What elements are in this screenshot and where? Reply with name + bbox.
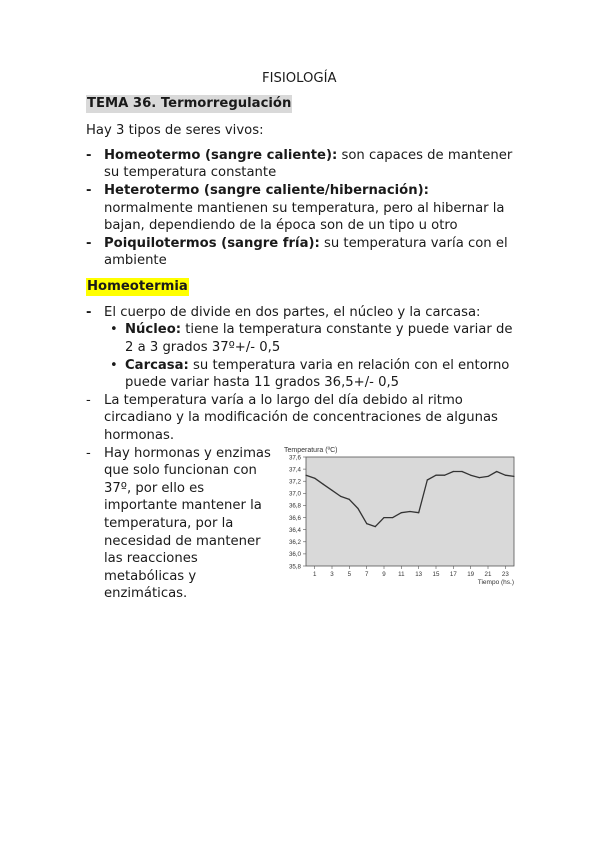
chart-y-tick-label: 36,0: [288, 551, 301, 559]
chart-x-tick-label: 1: [312, 571, 317, 578]
chart-data-point: [461, 471, 462, 472]
chart-data-point: [487, 476, 488, 477]
chart-data-point: [409, 511, 410, 512]
chart-data-point: [375, 526, 376, 527]
chart-y-tick-label: 36,6: [288, 514, 301, 522]
chart-data-point: [383, 517, 384, 518]
chart-data-point: [331, 490, 332, 491]
hormonas-line4: importante mantener la: [104, 498, 262, 513]
chart-y-tick-label: 35,8: [288, 563, 301, 571]
list-bullet-dot: •: [110, 358, 118, 373]
chart-data-point: [418, 512, 419, 513]
hormonas-line1: Hay hormonas y enzimas: [104, 446, 271, 461]
desc-homeotermo-line1: son capaces de mantener: [337, 148, 513, 163]
term-homeotermo: Homeotermo (sangre caliente):: [104, 148, 338, 163]
hormonas-line8: metabólicas y: [104, 569, 197, 584]
chart-data-point: [505, 475, 506, 476]
hormonas-line7: las reacciones: [104, 551, 198, 566]
nucleo-line2: 2 a 3 grados 37º+/- 0,5: [125, 340, 281, 355]
chart-x-tick-label: 9: [382, 571, 386, 578]
chart-x-axis-label: Tiempo (hs.): [477, 579, 514, 586]
chart-y-tick-label: 37,0: [288, 490, 301, 498]
chart-x-tick-label: 13: [415, 571, 423, 578]
list-bullet-dash-light: -: [86, 393, 91, 408]
list-bullet-dash: -: [86, 148, 92, 163]
chart-data-point: [401, 512, 402, 513]
chart-x-tick-label: 19: [467, 571, 475, 578]
chart-x-tick-label: 15: [432, 571, 440, 578]
desc-poiquilotermos-line1: su temperatura varía con el: [319, 236, 508, 251]
chart-data-point: [513, 476, 514, 477]
desc-homeotermo-line2: su temperatura constante: [104, 165, 277, 180]
hormonas-line5: temperatura, por la: [104, 516, 234, 531]
chart-x-tick-label: 23: [501, 571, 509, 578]
section-heading-tema36: TEMA 36. Termorregulación: [87, 96, 292, 111]
term-nucleo: Núcleo:: [125, 322, 182, 337]
chart-x-tick-label: 7: [364, 571, 369, 578]
chart-x-tick-label: 3: [330, 571, 334, 578]
chart-y-tick-label: 37,6: [288, 454, 301, 462]
list-bullet-dash-light: -: [86, 446, 91, 461]
list-bullet-dash: -: [86, 236, 92, 251]
temp-text-line3: hormonas.: [104, 428, 175, 443]
hormonas-line6: necesidad de mantener: [104, 534, 261, 549]
list-bullet-dash: -: [86, 183, 92, 198]
chart-data-point: [340, 496, 341, 497]
hormonas-line3: 37º, por ello es: [104, 481, 205, 496]
chart-data-point: [366, 523, 367, 524]
chart-x-tick-label: 21: [484, 571, 492, 578]
carcasa-desc: su temperatura varia en relación con el entorno: [188, 358, 510, 373]
term-poiquilotermos: Poiquilotermos (sangre fría):: [104, 236, 320, 251]
chart-y-tick-label: 36,4: [288, 526, 301, 534]
chart-data-point: [496, 471, 497, 472]
chart-data-point: [314, 478, 315, 479]
header-title: FISIOLOGÍA: [262, 71, 337, 86]
carcasa-line2: puede variar hasta 11 grados 36,5+/- 0,5: [125, 375, 400, 390]
chart-data-point: [435, 475, 436, 476]
desc-poiquilotermos-line2: ambiente: [104, 253, 167, 268]
term-heterotermo: Heterotermo (sangre caliente/hibernación):: [104, 183, 429, 198]
chart-y-tick-label: 37,4: [288, 466, 301, 474]
hormonas-line9: enzimáticas.: [104, 586, 188, 601]
chart-y-tick-label: 36,8: [288, 502, 301, 510]
chart-data-point: [305, 475, 306, 476]
list-bullet-dash: -: [86, 305, 92, 320]
list-bullet-dot: •: [110, 322, 118, 337]
nucleo-line1: [125, 321, 512, 339]
temp-text-line1: La temperatura varía a lo largo del día debido al ritmo: [104, 393, 463, 408]
chart-data-point: [444, 475, 445, 476]
term-carcasa: Carcasa:: [125, 358, 189, 373]
section-heading-homeotermia: Homeotermia: [87, 279, 188, 294]
hormonas-line2: que solo funcionan con: [104, 463, 257, 478]
list-item-homeotermo: [104, 147, 512, 165]
chart-data-point: [453, 471, 454, 472]
carcasa-line1: [125, 357, 509, 375]
chart-data-point: [470, 475, 471, 476]
chart-data-point: [323, 484, 324, 485]
chart-data-point: [392, 517, 393, 518]
temp-text-line2: circadiano y la modificación de concentraciones de algunas: [104, 410, 498, 425]
desc-heterotermo-line2: bajan, dependiendo de la época son de un tipo u otro: [104, 218, 458, 233]
chart-data-point: [427, 479, 428, 480]
list-item-poiquilotermos: [104, 235, 508, 253]
chart-y-tick-label: 36,2: [288, 539, 301, 547]
desc-heterotermo-line1: normalmente mantienen su temperatura, pero al hibernar la: [104, 201, 505, 216]
divide-text: El cuerpo de divide en dos partes, el núcleo y la carcasa:: [104, 305, 481, 320]
chart-x-tick-label: 5: [347, 571, 352, 578]
chart-y-axis-label: Temperatura (ºC): [284, 447, 338, 454]
chart-data-point: [479, 477, 480, 478]
chart-x-tick-label: 11: [398, 571, 405, 578]
chart-y-tick-label: 37,2: [288, 478, 301, 486]
intro-text: Hay 3 tipos de seres vivos:: [86, 123, 264, 138]
temperature-chart: [280, 442, 520, 586]
chart-data-point: [349, 499, 350, 500]
chart-x-tick-label: 17: [449, 571, 457, 578]
chart-data-point: [357, 508, 358, 509]
nucleo-desc: tiene la temperatura constante y puede variar de: [181, 322, 513, 337]
